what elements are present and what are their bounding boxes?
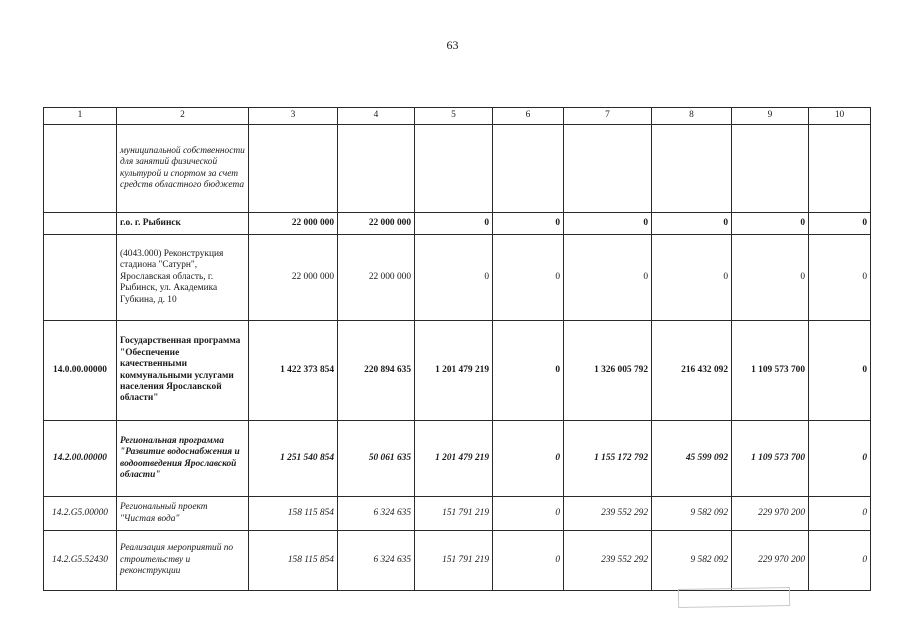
column-number-cell: 2 [117,108,249,125]
row-value: 0 [564,213,652,235]
row-name: Государственная программа "Обеспечение качественными коммунальными услугами населения Ярославской области" [117,321,249,421]
table-row-measure [44,531,871,591]
row-value: 239 552 292 [564,531,652,591]
column-number-row [44,108,871,125]
row-value: 158 115 854 [249,497,338,531]
row-value: 9 582 092 [652,531,732,591]
row-value: 1 326 005 792 [564,321,652,421]
row-value: 1 251 540 854 [249,421,338,497]
row-code: 14.2.G5.00000 [44,497,117,531]
row-value: 0 [652,213,732,235]
row-code [44,213,117,235]
row-value: 151 791 219 [415,497,493,531]
row-value [415,125,493,213]
column-number-cell: 9 [732,108,809,125]
budget-table [43,107,871,591]
row-value: 0 [564,235,652,321]
row-value: 0 [732,235,809,321]
row-value [564,125,652,213]
row-code: 14.2.G5.52430 [44,531,117,591]
row-value: 1 422 373 854 [249,321,338,421]
row-value: 1 201 479 219 [415,421,493,497]
column-number-cell: 6 [493,108,564,125]
row-value: 0 [809,321,871,421]
table-row-regional-project [44,497,871,531]
row-value: 0 [415,235,493,321]
row-value: 0 [652,235,732,321]
row-value: 239 552 292 [564,497,652,531]
row-value: 22 000 000 [338,235,415,321]
column-number-cell: 8 [652,108,732,125]
row-code [44,235,117,321]
column-number-cell: 3 [249,108,338,125]
table-row-object [44,235,871,321]
row-value: 45 599 092 [652,421,732,497]
row-value: 0 [809,497,871,531]
row-value [249,125,338,213]
row-value: 0 [493,497,564,531]
row-value: 0 [493,321,564,421]
row-value: 229 970 200 [732,497,809,531]
row-value [493,125,564,213]
row-value: 50 061 635 [338,421,415,497]
row-name: Региональная программа "Развитие водоснабжения и водоотведения Ярославской области" [117,421,249,497]
faded-stamp [678,587,790,608]
row-name: муниципальной собственности для занятий физической культурой и спортом за счет средств областного бюджета [117,125,249,213]
row-code: 14.0.00.00000 [44,321,117,421]
row-value: 0 [809,421,871,497]
row-value: 220 894 635 [338,321,415,421]
row-value: 0 [809,531,871,591]
row-value [338,125,415,213]
row-value: 0 [732,213,809,235]
row-name: Региональный проект "Чистая вода" [117,497,249,531]
row-value: 158 115 854 [249,531,338,591]
row-value: 216 432 092 [652,321,732,421]
row-value [652,125,732,213]
row-name: Реализация мероприятий по строительству и реконструкции [117,531,249,591]
column-number-cell: 1 [44,108,117,125]
row-code: 14.2.00.00000 [44,421,117,497]
table-row-regional-program [44,421,871,497]
page-number: 63 [446,38,459,52]
row-value: 6 324 635 [338,531,415,591]
row-value: 0 [809,213,871,235]
row-value [809,125,871,213]
row-value: 1 155 172 792 [564,421,652,497]
row-value: 1 109 573 700 [732,421,809,497]
row-value: 1 201 479 219 [415,321,493,421]
table-row-state-program [44,321,871,421]
row-value: 0 [809,235,871,321]
row-value: 9 582 092 [652,497,732,531]
column-number-cell: 4 [338,108,415,125]
column-number-cell: 10 [809,108,871,125]
column-number-cell: 5 [415,108,493,125]
table-row-municipality [44,213,871,235]
row-value: 0 [493,421,564,497]
row-value: 151 791 219 [415,531,493,591]
row-value: 0 [493,213,564,235]
row-value [732,125,809,213]
row-value: 0 [415,213,493,235]
row-code [44,125,117,213]
row-value: 22 000 000 [338,213,415,235]
row-value: 0 [493,235,564,321]
row-value: 1 109 573 700 [732,321,809,421]
row-value: 22 000 000 [249,213,338,235]
table-row-continuation [44,125,871,213]
row-name: г.о. г. Рыбинск [117,213,249,235]
row-value: 6 324 635 [338,497,415,531]
row-name: (4043.000) Реконструкция стадиона "Сатурн", Ярославская область, г. Рыбинск, ул. Академика Губкина, д. 10 [117,235,249,321]
row-value: 0 [493,531,564,591]
row-value: 229 970 200 [732,531,809,591]
row-value: 22 000 000 [249,235,338,321]
column-number-cell: 7 [564,108,652,125]
